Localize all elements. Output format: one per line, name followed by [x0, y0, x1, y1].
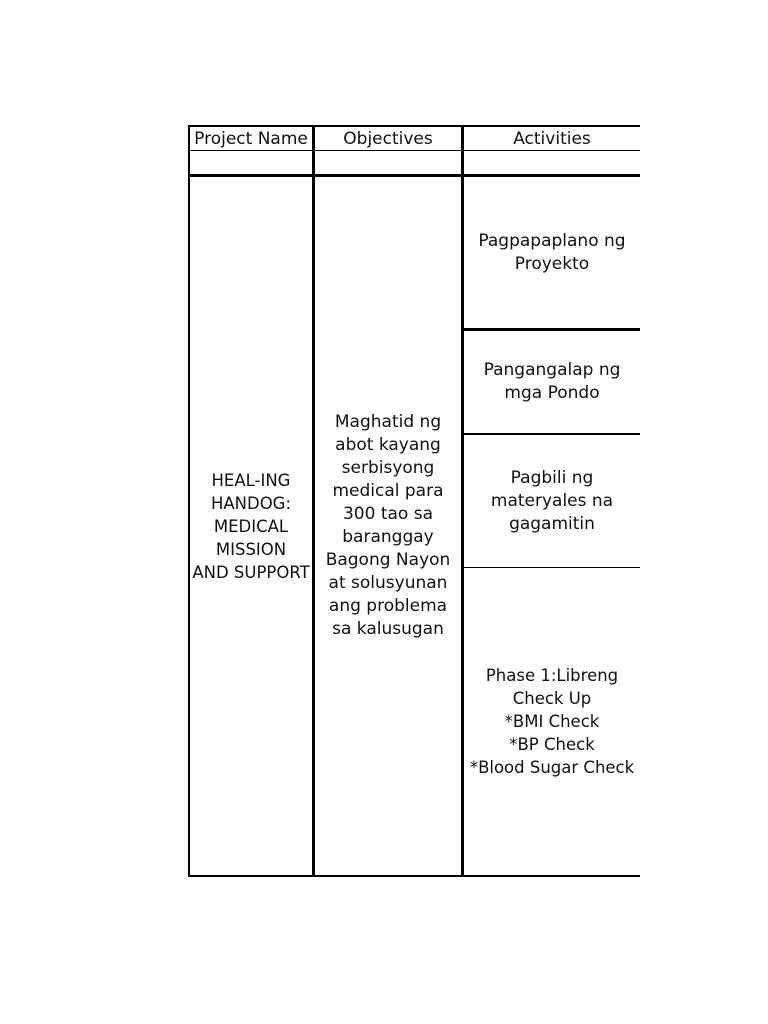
- activity-cell: Pagpapaplano ng Proyekto: [478, 230, 626, 274]
- objective-cell: Maghatid ng abot kayang serbisyong medical para 300 tao sa baranggay Bagong Nayon at solusyunan ang problema sa kalusugan: [325, 412, 451, 639]
- project-name-cell: HEAL-ING HANDOG: MEDICAL MISSION AND SUPPORT: [192, 470, 310, 582]
- header-objectives: Objectives: [343, 128, 433, 149]
- table-bottom-border: [188, 875, 640, 877]
- activity-cell: Pangangalap ng mga Pondo: [483, 360, 621, 403]
- header-activities: Activities: [513, 128, 591, 149]
- activity-cell: Phase 1:Libreng Check Up *BMI Check *BP Check *Blood Sugar Check: [469, 666, 635, 777]
- activity-cell: Pagbili ng materyales na gagamitin: [490, 467, 614, 534]
- header-bottom-border: [188, 150, 640, 151]
- header-project-name: Project Name: [194, 128, 308, 149]
